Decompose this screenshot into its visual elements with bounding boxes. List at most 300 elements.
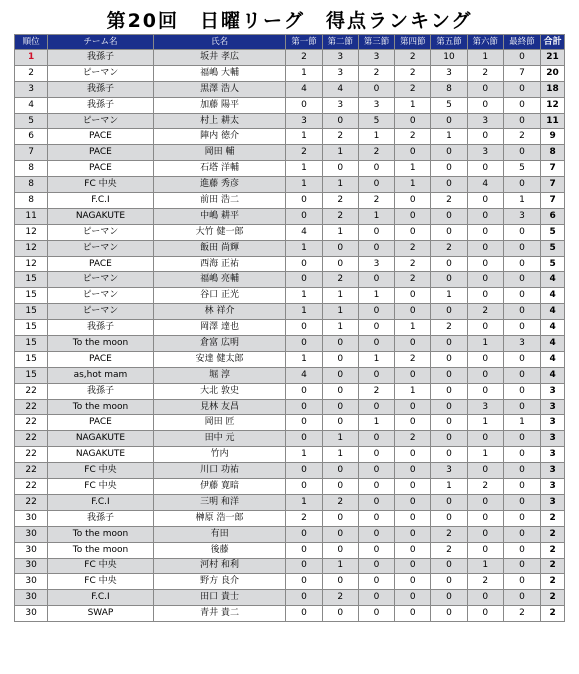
round-score-cell: 0 [322, 113, 358, 129]
total-cell: 12 [541, 97, 565, 113]
rank-cell: 30 [15, 526, 48, 542]
round-score-cell: 0 [503, 574, 540, 590]
round-score-cell: 0 [395, 399, 431, 415]
total-cell: 3 [541, 494, 565, 510]
rank-cell: 15 [15, 272, 48, 288]
table-row [15, 463, 565, 479]
round-score-cell: 2 [322, 193, 358, 209]
round-score-cell: 0 [467, 383, 503, 399]
round-score-cell: 0 [286, 590, 322, 606]
round-score-cell: 0 [286, 383, 322, 399]
team-cell: NAGAKUTE [48, 447, 154, 463]
round-score-cell: 0 [431, 558, 467, 574]
round-score-cell: 0 [358, 161, 394, 177]
round-score-cell: 0 [286, 574, 322, 590]
rank-cell: 15 [15, 367, 48, 383]
team-cell: FC 中央 [48, 463, 154, 479]
total-cell: 3 [541, 431, 565, 447]
round-score-cell: 0 [467, 256, 503, 272]
round-score-cell: 0 [503, 431, 540, 447]
round-score-cell: 1 [322, 145, 358, 161]
round-score-cell: 0 [322, 574, 358, 590]
player-name-cell: 陣内 徳介 [153, 129, 286, 145]
total-cell: 4 [541, 288, 565, 304]
rank-cell: 12 [15, 224, 48, 240]
round-score-cell: 1 [431, 129, 467, 145]
round-score-cell: 0 [431, 399, 467, 415]
round-score-cell: 2 [467, 574, 503, 590]
total-cell: 3 [541, 479, 565, 495]
total-cell: 11 [541, 113, 565, 129]
round-score-cell: 7 [503, 65, 540, 81]
table-row [15, 208, 565, 224]
round-score-cell: 1 [286, 177, 322, 193]
round-score-cell: 0 [431, 447, 467, 463]
round-score-cell: 0 [358, 590, 394, 606]
round-score-cell: 0 [467, 542, 503, 558]
round-score-cell: 0 [322, 399, 358, 415]
table-row [15, 336, 565, 352]
round-score-cell: 1 [286, 494, 322, 510]
team-cell: F.C.I [48, 494, 154, 510]
round-score-cell: 2 [503, 129, 540, 145]
table-row [15, 606, 565, 622]
round-score-cell: 1 [395, 320, 431, 336]
team-cell: PACE [48, 129, 154, 145]
round-score-cell: 0 [467, 240, 503, 256]
player-name-cell: 岡澤 達也 [153, 320, 286, 336]
round-score-cell: 5 [358, 113, 394, 129]
round-score-cell: 3 [322, 97, 358, 113]
round-score-cell: 2 [395, 431, 431, 447]
round-score-cell: 0 [395, 224, 431, 240]
total-cell: 5 [541, 224, 565, 240]
player-name-cell: 伊藤 寛暗 [153, 479, 286, 495]
round-score-cell: 0 [503, 240, 540, 256]
round-score-cell: 0 [322, 240, 358, 256]
table-row [15, 558, 565, 574]
table-row [15, 288, 565, 304]
table-row [15, 161, 565, 177]
round-score-cell: 0 [467, 161, 503, 177]
total-cell: 2 [541, 558, 565, 574]
round-score-cell: 0 [358, 558, 394, 574]
total-cell: 5 [541, 256, 565, 272]
player-name-cell: 見林 友昌 [153, 399, 286, 415]
player-name-cell: 田口 貴士 [153, 590, 286, 606]
rank-cell: 3 [15, 81, 48, 97]
round-score-cell: 1 [503, 193, 540, 209]
round-score-cell: 1 [358, 415, 394, 431]
team-cell: To the moon [48, 526, 154, 542]
total-cell: 4 [541, 351, 565, 367]
total-cell: 3 [541, 383, 565, 399]
rank-cell: 8 [15, 193, 48, 209]
round-score-cell: 2 [467, 304, 503, 320]
round-score-cell: 0 [358, 399, 394, 415]
team-cell: F.C.I [48, 193, 154, 209]
round-score-cell: 0 [322, 256, 358, 272]
player-name-cell: 黒澤 浩人 [153, 81, 286, 97]
player-name-cell: 前田 浩二 [153, 193, 286, 209]
round-score-cell: 2 [467, 479, 503, 495]
player-name-cell: 安達 健太郎 [153, 351, 286, 367]
header-round-3: 第三節 [358, 35, 394, 50]
player-name-cell: 岡田 輔 [153, 145, 286, 161]
round-score-cell: 1 [286, 304, 322, 320]
rank-cell: 7 [15, 145, 48, 161]
round-score-cell: 8 [431, 81, 467, 97]
round-score-cell: 0 [286, 526, 322, 542]
total-cell: 4 [541, 272, 565, 288]
round-score-cell: 0 [503, 351, 540, 367]
round-score-cell: 0 [286, 606, 322, 622]
player-name-cell: 岡田 匠 [153, 415, 286, 431]
rank-cell: 8 [15, 177, 48, 193]
round-score-cell: 0 [286, 320, 322, 336]
round-score-cell: 0 [431, 161, 467, 177]
header-rank: 順位 [15, 35, 48, 50]
round-score-cell: 0 [503, 81, 540, 97]
rank-cell: 22 [15, 494, 48, 510]
total-cell: 20 [541, 65, 565, 81]
table-row [15, 81, 565, 97]
team-cell: ピーマン [48, 272, 154, 288]
table-row [15, 256, 565, 272]
player-name-cell: 中嶋 耕平 [153, 208, 286, 224]
round-score-cell: 2 [322, 590, 358, 606]
round-score-cell: 0 [286, 97, 322, 113]
round-score-cell: 1 [467, 415, 503, 431]
round-score-cell: 0 [358, 367, 394, 383]
player-name-cell: 竹内 [153, 447, 286, 463]
round-score-cell: 2 [431, 526, 467, 542]
round-score-cell: 0 [503, 399, 540, 415]
rank-cell: 22 [15, 383, 48, 399]
team-cell: 我孫子 [48, 50, 154, 66]
round-score-cell: 4 [467, 177, 503, 193]
table-row [15, 224, 565, 240]
table-row [15, 65, 565, 81]
round-score-cell: 0 [395, 494, 431, 510]
round-score-cell: 0 [395, 447, 431, 463]
player-name-cell: 飯田 尚輝 [153, 240, 286, 256]
round-score-cell: 0 [467, 272, 503, 288]
round-score-cell: 0 [358, 272, 394, 288]
round-score-cell: 2 [286, 510, 322, 526]
round-score-cell: 0 [395, 558, 431, 574]
player-name-cell: 進藤 秀彦 [153, 177, 286, 193]
round-score-cell: 1 [322, 304, 358, 320]
player-name-cell: 三明 和洋 [153, 494, 286, 510]
table-row [15, 526, 565, 542]
round-score-cell: 0 [431, 351, 467, 367]
round-score-cell: 0 [358, 510, 394, 526]
team-cell: as,hot mam [48, 367, 154, 383]
round-score-cell: 0 [431, 510, 467, 526]
round-score-cell: 3 [503, 208, 540, 224]
round-score-cell: 0 [467, 510, 503, 526]
table-row [15, 177, 565, 193]
round-score-cell: 1 [503, 415, 540, 431]
round-score-cell: 2 [358, 65, 394, 81]
round-score-cell: 0 [286, 558, 322, 574]
round-score-cell: 1 [467, 50, 503, 66]
player-name-cell: 川口 功祐 [153, 463, 286, 479]
round-score-cell: 0 [431, 494, 467, 510]
round-score-cell: 1 [358, 288, 394, 304]
round-score-cell: 4 [322, 81, 358, 97]
team-cell: PACE [48, 145, 154, 161]
round-score-cell: 0 [358, 463, 394, 479]
team-cell: 我孫子 [48, 383, 154, 399]
table-row [15, 367, 565, 383]
round-score-cell: 2 [322, 494, 358, 510]
rank-cell: 15 [15, 320, 48, 336]
round-score-cell: 3 [322, 50, 358, 66]
header-row [15, 35, 565, 50]
table-row [15, 383, 565, 399]
round-score-cell: 0 [395, 526, 431, 542]
round-score-cell: 0 [358, 574, 394, 590]
round-score-cell: 0 [503, 113, 540, 129]
total-cell: 2 [541, 606, 565, 622]
round-score-cell: 2 [358, 193, 394, 209]
team-cell: F.C.I [48, 590, 154, 606]
round-score-cell: 2 [395, 351, 431, 367]
table-row [15, 320, 565, 336]
player-name-cell: 福嶋 亮輔 [153, 272, 286, 288]
player-name-cell: 大竹 健一郎 [153, 224, 286, 240]
round-score-cell: 0 [431, 383, 467, 399]
round-score-cell: 0 [286, 399, 322, 415]
header-round-2: 第二節 [322, 35, 358, 50]
total-cell: 2 [541, 590, 565, 606]
total-cell: 4 [541, 336, 565, 352]
round-score-cell: 0 [431, 272, 467, 288]
round-score-cell: 0 [503, 304, 540, 320]
round-score-cell: 0 [431, 415, 467, 431]
round-score-cell: 0 [467, 351, 503, 367]
round-score-cell: 0 [467, 129, 503, 145]
round-score-cell: 0 [358, 320, 394, 336]
round-score-cell: 1 [467, 558, 503, 574]
round-score-cell: 3 [503, 336, 540, 352]
team-cell: FC 中央 [48, 558, 154, 574]
round-score-cell: 1 [395, 177, 431, 193]
round-score-cell: 0 [467, 288, 503, 304]
round-score-cell: 0 [503, 288, 540, 304]
round-score-cell: 0 [467, 97, 503, 113]
round-score-cell: 0 [358, 336, 394, 352]
total-cell: 5 [541, 240, 565, 256]
total-cell: 4 [541, 367, 565, 383]
rank-cell: 15 [15, 351, 48, 367]
round-score-cell: 0 [467, 590, 503, 606]
round-score-cell: 0 [286, 208, 322, 224]
player-name-cell: 青井 貴二 [153, 606, 286, 622]
table-body [15, 50, 565, 622]
header-round-4: 第四節 [395, 35, 431, 50]
header-round-5: 第五節 [431, 35, 467, 50]
round-score-cell: 2 [395, 129, 431, 145]
rank-cell: 11 [15, 208, 48, 224]
round-score-cell: 0 [431, 256, 467, 272]
round-score-cell: 1 [286, 65, 322, 81]
total-cell: 3 [541, 447, 565, 463]
round-score-cell: 0 [358, 526, 394, 542]
round-score-cell: 3 [467, 399, 503, 415]
rank-cell: 22 [15, 431, 48, 447]
round-score-cell: 0 [358, 494, 394, 510]
table-row [15, 479, 565, 495]
team-cell: FC 中央 [48, 574, 154, 590]
rank-cell: 12 [15, 256, 48, 272]
team-cell: 我孫子 [48, 320, 154, 336]
round-score-cell: 1 [286, 240, 322, 256]
player-name-cell: 野方 良介 [153, 574, 286, 590]
team-cell: NAGAKUTE [48, 208, 154, 224]
team-cell: ピーマン [48, 240, 154, 256]
round-score-cell: 0 [467, 193, 503, 209]
round-score-cell: 0 [286, 479, 322, 495]
team-cell: PACE [48, 256, 154, 272]
round-score-cell: 0 [467, 431, 503, 447]
round-score-cell: 1 [322, 224, 358, 240]
rank-cell: 30 [15, 606, 48, 622]
round-score-cell: 0 [431, 336, 467, 352]
rank-cell: 22 [15, 463, 48, 479]
round-score-cell: 2 [467, 65, 503, 81]
total-cell: 18 [541, 81, 565, 97]
team-cell: PACE [48, 415, 154, 431]
table-row [15, 415, 565, 431]
round-score-cell: 0 [503, 463, 540, 479]
table-row [15, 50, 565, 66]
round-score-cell: 3 [286, 113, 322, 129]
round-score-cell: 0 [358, 479, 394, 495]
total-cell: 3 [541, 463, 565, 479]
round-score-cell: 1 [358, 351, 394, 367]
total-cell: 4 [541, 304, 565, 320]
round-score-cell: 0 [503, 526, 540, 542]
table-row [15, 304, 565, 320]
round-score-cell: 0 [395, 367, 431, 383]
round-score-cell: 1 [286, 161, 322, 177]
player-name-cell: 堀 淳 [153, 367, 286, 383]
round-score-cell: 0 [503, 494, 540, 510]
table-row [15, 574, 565, 590]
round-score-cell: 0 [286, 193, 322, 209]
rank-cell: 15 [15, 304, 48, 320]
round-score-cell: 0 [358, 606, 394, 622]
table-row [15, 590, 565, 606]
round-score-cell: 1 [431, 479, 467, 495]
round-score-cell: 0 [503, 590, 540, 606]
ranking-table [14, 34, 565, 622]
header-total: 合計 [541, 35, 565, 50]
player-name-cell: 後藤 [153, 542, 286, 558]
round-score-cell: 5 [503, 161, 540, 177]
round-score-cell: 1 [322, 177, 358, 193]
table-row [15, 431, 565, 447]
rank-cell: 30 [15, 510, 48, 526]
table-row [15, 494, 565, 510]
round-score-cell: 4 [286, 224, 322, 240]
round-score-cell: 0 [358, 304, 394, 320]
round-score-cell: 0 [358, 177, 394, 193]
player-name-cell: 村上 耕太 [153, 113, 286, 129]
round-score-cell: 0 [431, 574, 467, 590]
round-score-cell: 1 [467, 447, 503, 463]
rank-cell: 4 [15, 97, 48, 113]
round-score-cell: 3 [358, 97, 394, 113]
round-score-cell: 1 [395, 97, 431, 113]
table-row [15, 351, 565, 367]
header-round-1: 第一節 [286, 35, 322, 50]
total-cell: 2 [541, 542, 565, 558]
round-score-cell: 0 [431, 224, 467, 240]
round-score-cell: 0 [431, 606, 467, 622]
round-score-cell: 2 [395, 256, 431, 272]
team-cell: PACE [48, 351, 154, 367]
round-score-cell: 3 [467, 113, 503, 129]
round-score-cell: 0 [322, 463, 358, 479]
round-score-cell: 0 [395, 208, 431, 224]
round-score-cell: 1 [322, 320, 358, 336]
round-score-cell: 2 [431, 320, 467, 336]
team-cell: PACE [48, 161, 154, 177]
round-score-cell: 0 [503, 50, 540, 66]
round-score-cell: 3 [431, 65, 467, 81]
round-score-cell: 3 [322, 65, 358, 81]
round-score-cell: 1 [322, 447, 358, 463]
team-cell: FC 中央 [48, 177, 154, 193]
rank-cell: 22 [15, 399, 48, 415]
rank-cell: 15 [15, 288, 48, 304]
round-score-cell: 0 [395, 113, 431, 129]
round-score-cell: 0 [467, 494, 503, 510]
round-score-cell: 0 [467, 320, 503, 336]
table-row [15, 97, 565, 113]
round-score-cell: 0 [322, 606, 358, 622]
round-score-cell: 0 [286, 256, 322, 272]
player-name-cell: 林 祥介 [153, 304, 286, 320]
total-cell: 4 [541, 320, 565, 336]
round-score-cell: 0 [322, 351, 358, 367]
header-team: チーム名 [48, 35, 154, 50]
round-score-cell: 0 [358, 240, 394, 256]
round-score-cell: 0 [503, 145, 540, 161]
total-cell: 8 [541, 145, 565, 161]
round-score-cell: 0 [286, 431, 322, 447]
round-score-cell: 0 [358, 542, 394, 558]
round-score-cell: 0 [503, 97, 540, 113]
player-name-cell: 加藤 陽平 [153, 97, 286, 113]
team-cell: FC 中央 [48, 479, 154, 495]
total-cell: 3 [541, 415, 565, 431]
rank-cell: 22 [15, 447, 48, 463]
round-score-cell: 3 [467, 145, 503, 161]
round-score-cell: 2 [286, 145, 322, 161]
rank-cell: 30 [15, 558, 48, 574]
team-cell: ピーマン [48, 224, 154, 240]
round-score-cell: 0 [503, 367, 540, 383]
player-name-cell: 福嶋 大輔 [153, 65, 286, 81]
round-score-cell: 0 [322, 542, 358, 558]
round-score-cell: 0 [395, 574, 431, 590]
round-score-cell: 2 [395, 81, 431, 97]
